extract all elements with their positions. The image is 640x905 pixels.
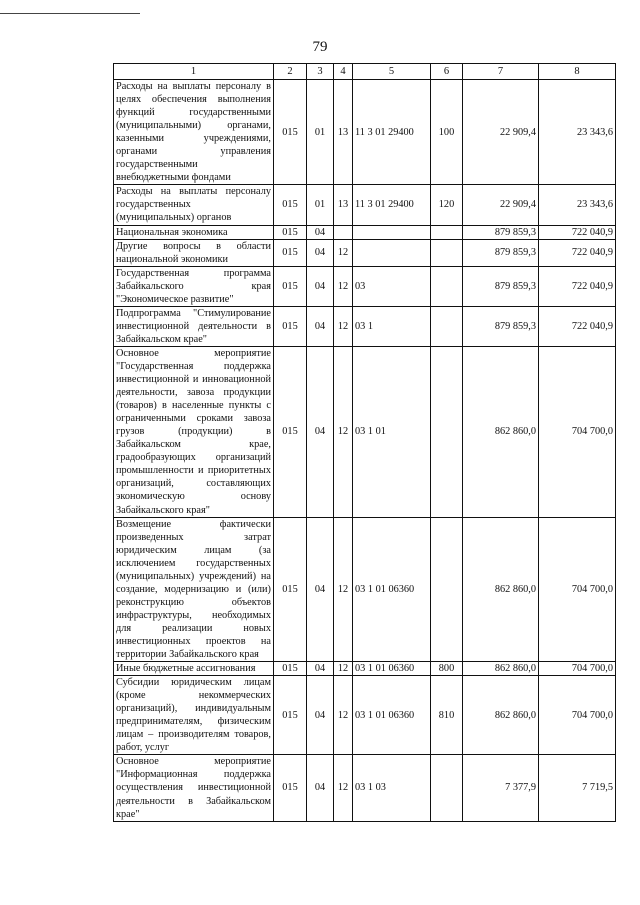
code-section: 04 — [307, 676, 334, 755]
table-row — [114, 676, 616, 755]
code-target-article: 03 1 01 — [353, 346, 431, 517]
code-expense-type — [431, 266, 463, 306]
code-section: 04 — [307, 239, 334, 266]
code-subsection: 12 — [334, 306, 353, 346]
row-name: Иные бюджетные ассигнования — [114, 662, 274, 676]
code-subsection: 13 — [334, 80, 353, 185]
code-section: 01 — [307, 80, 334, 185]
code-main-admin: 015 — [274, 306, 307, 346]
code-target-article — [353, 225, 431, 239]
code-expense-type: 810 — [431, 676, 463, 755]
code-target-article: 03 1 01 06360 — [353, 517, 431, 662]
code-expense-type: 100 — [431, 80, 463, 185]
table-row — [114, 346, 616, 517]
row-name: Расходы на выплаты персоналу в целях обеспечения выполнения функций государственными (муниципальными) органами, казенными учреждениями, органами управления государственными внебюджетными фондами — [114, 80, 274, 185]
table-row — [114, 80, 616, 185]
code-main-admin: 015 — [274, 676, 307, 755]
top-rule — [0, 13, 140, 14]
col-header: 7 — [463, 64, 539, 80]
row-name: Национальная экономика — [114, 225, 274, 239]
table-row — [114, 185, 616, 225]
code-main-admin: 015 — [274, 225, 307, 239]
amount-year-1: 862 860,0 — [463, 346, 539, 517]
code-section: 04 — [307, 225, 334, 239]
row-name: Подпрограмма "Стимулирование инвестиционной деятельности в Забайкальском крае" — [114, 306, 274, 346]
code-section: 04 — [307, 755, 334, 821]
col-header: 3 — [307, 64, 334, 80]
code-section: 04 — [307, 266, 334, 306]
col-header: 6 — [431, 64, 463, 80]
code-expense-type: 120 — [431, 185, 463, 225]
col-header: 4 — [334, 64, 353, 80]
code-subsection: 12 — [334, 662, 353, 676]
code-target-article: 03 1 03 — [353, 755, 431, 821]
row-name: Расходы на выплаты персоналу государственных (муниципальных) органов — [114, 185, 274, 225]
code-subsection: 13 — [334, 185, 353, 225]
amount-year-1: 879 859,3 — [463, 306, 539, 346]
amount-year-2: 704 700,0 — [539, 346, 616, 517]
amount-year-2: 7 719,5 — [539, 755, 616, 821]
row-name: Государственная программа Забайкальского края "Экономическое развитие" — [114, 266, 274, 306]
amount-year-1: 7 377,9 — [463, 755, 539, 821]
budget-table — [113, 63, 616, 822]
row-name: Основное мероприятие "Государственная поддержка инвестиционной и инновационной деятельности, завоза продукции (товаров) в населенные пункты с ограниченными сроками завоза грузов (продукции) в Забайкальском крае, градообразующих организаций промышленности и приоритетных организаций, составляющих экономическую основу Забайкальского края" — [114, 346, 274, 517]
code-expense-type — [431, 755, 463, 821]
table-row — [114, 662, 616, 676]
code-expense-type — [431, 346, 463, 517]
row-name: Возмещение фактически произведенных затрат юридическим лицам (за исключением государственных (муниципальных) учреждений) на создание, модернизацию и (или) реконструкцию объектов инфраструктуры, необходимых для реализации новых инвестиционных проектов на территории Забайкальского края — [114, 517, 274, 662]
amount-year-2: 23 343,6 — [539, 80, 616, 185]
code-target-article: 11 3 01 29400 — [353, 80, 431, 185]
code-target-article — [353, 239, 431, 266]
code-subsection: 12 — [334, 517, 353, 662]
amount-year-1: 862 860,0 — [463, 676, 539, 755]
code-target-article: 03 — [353, 266, 431, 306]
row-name: Другие вопросы в области национальной экономики — [114, 239, 274, 266]
col-header: 1 — [114, 64, 274, 80]
header-row — [114, 64, 616, 80]
code-subsection: 12 — [334, 755, 353, 821]
amount-year-2: 722 040,9 — [539, 239, 616, 266]
amount-year-1: 862 860,0 — [463, 517, 539, 662]
code-main-admin: 015 — [274, 517, 307, 662]
table-row — [114, 225, 616, 239]
code-expense-type: 800 — [431, 662, 463, 676]
code-main-admin: 015 — [274, 346, 307, 517]
table-row — [114, 239, 616, 266]
code-section: 01 — [307, 185, 334, 225]
code-main-admin: 015 — [274, 662, 307, 676]
code-section: 04 — [307, 346, 334, 517]
code-section: 04 — [307, 306, 334, 346]
amount-year-1: 22 909,4 — [463, 185, 539, 225]
code-main-admin: 015 — [274, 80, 307, 185]
col-header: 2 — [274, 64, 307, 80]
table-row — [114, 306, 616, 346]
code-expense-type — [431, 517, 463, 662]
table-row — [114, 755, 616, 821]
amount-year-1: 862 860,0 — [463, 662, 539, 676]
amount-year-2: 23 343,6 — [539, 185, 616, 225]
amount-year-2: 704 700,0 — [539, 676, 616, 755]
code-expense-type — [431, 306, 463, 346]
code-section: 04 — [307, 662, 334, 676]
amount-year-2: 704 700,0 — [539, 517, 616, 662]
table-row — [114, 517, 616, 662]
code-target-article: 03 1 — [353, 306, 431, 346]
amount-year-1: 22 909,4 — [463, 80, 539, 185]
code-main-admin: 015 — [274, 266, 307, 306]
amount-year-2: 722 040,9 — [539, 266, 616, 306]
code-main-admin: 015 — [274, 239, 307, 266]
amount-year-2: 722 040,9 — [539, 306, 616, 346]
code-subsection — [334, 225, 353, 239]
amount-year-2: 704 700,0 — [539, 662, 616, 676]
code-target-article: 03 1 01 06360 — [353, 662, 431, 676]
code-section: 04 — [307, 517, 334, 662]
col-header: 8 — [539, 64, 616, 80]
code-subsection: 12 — [334, 676, 353, 755]
amount-year-1: 879 859,3 — [463, 266, 539, 306]
amount-year-1: 879 859,3 — [463, 225, 539, 239]
code-expense-type — [431, 239, 463, 266]
amount-year-2: 722 040,9 — [539, 225, 616, 239]
col-header: 5 — [353, 64, 431, 80]
code-main-admin: 015 — [274, 755, 307, 821]
table-row — [114, 266, 616, 306]
code-subsection: 12 — [334, 239, 353, 266]
code-expense-type — [431, 225, 463, 239]
row-name: Основное мероприятие "Информационная поддержка осуществления инвестиционной деятельности в Забайкальском крае" — [114, 755, 274, 821]
code-target-article: 11 3 01 29400 — [353, 185, 431, 225]
code-subsection: 12 — [334, 346, 353, 517]
amount-year-1: 879 859,3 — [463, 239, 539, 266]
code-subsection: 12 — [334, 266, 353, 306]
code-main-admin: 015 — [274, 185, 307, 225]
page-number: 79 — [312, 39, 328, 55]
row-name: Субсидии юридическим лицам (кроме некоммерческих организаций), индивидуальным предпринимателям, физическим лицам – производителям товаров, работ, услуг — [114, 676, 274, 755]
code-target-article: 03 1 01 06360 — [353, 676, 431, 755]
